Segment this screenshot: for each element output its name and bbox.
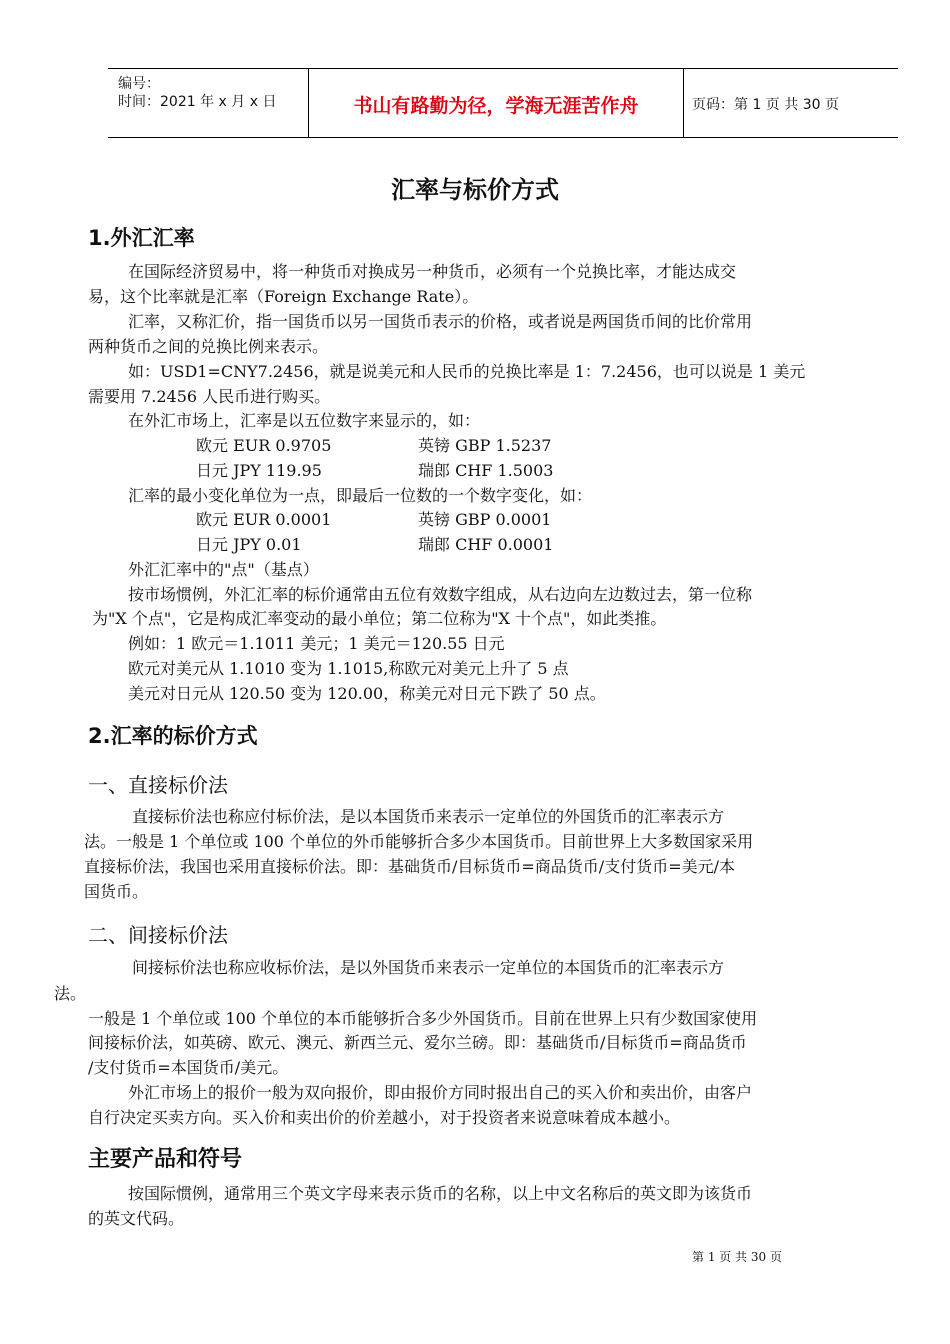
subheading-indirect-quotation: 二、间接标价法 (88, 923, 228, 947)
min-unit-eur: 欧元 EUR 0.0001 (196, 510, 332, 529)
paragraph-line: 间接标价法也称应收标价法，是以外国货币来表示一定单位的本国货币的汇率表示方 (132, 958, 725, 977)
paragraph-line: 间接标价法，如英磅、欧元、澳元、新西兰元、爱尔兰磅。即：基础货币/目标货币=商品货币 (88, 1033, 747, 1052)
subheading-direct-quotation: 一、直接标价法 (88, 773, 228, 797)
rate-chf: 瑞郎 CHF 1.5003 (418, 461, 554, 480)
section-heading-exchange-rate: 1.外汇汇率 (88, 226, 195, 250)
paragraph-line: 需要用 7.2456 人民币进行购买。 (88, 387, 331, 406)
header-meta (108, 69, 308, 137)
paragraph-line: 两种货币之间的兑换比例来表示。 (88, 337, 329, 356)
paragraph-line: 在国际经济贸易中，将一种货币对换成另一种货币，必须有一个兑换比率，才能达成交 (128, 262, 737, 281)
paragraph-line: 在外汇市场上，汇率是以五位数字来显示的，如： (128, 411, 481, 430)
paragraph-line: 为"X 个点"，它是构成汇率变动的最小单位；第二位称为"X 十个点"，如此类推。 (92, 609, 667, 628)
header-page-cell (682, 69, 898, 137)
rate-jpy: 日元 JPY 119.95 (196, 461, 322, 480)
paragraph-line: 直接标价法也称应付标价法，是以本国货币来表示一定单位的外国货币的汇率表示方 (132, 807, 725, 826)
header-motto-cell (308, 69, 684, 137)
min-unit-chf: 瑞郎 CHF 0.0001 (418, 535, 554, 554)
page-header (108, 68, 898, 138)
paragraph-line: 如：USD1=CNY7.2456，就是说美元和人民币的兑换比率是 1：7.2456，也可以说是 1 美元 (128, 362, 806, 381)
paragraph-line: 外汇汇率中的"点"（基点） (128, 560, 319, 579)
section-heading-products: 主要产品和符号 (88, 1147, 243, 1172)
doc-date: 时间：2021 年 x 月 x 日 (118, 94, 277, 110)
rate-gbp: 英镑 GBP 1.5237 (418, 436, 552, 455)
paragraph-line: 外汇市场上的报价一般为双向报价，即由报价方同时报出自己的买入价和卖出价，由客户 (128, 1083, 753, 1102)
paragraph-line: 的英文代码。 (88, 1209, 185, 1228)
paragraph-line: 法。 (54, 984, 87, 1003)
page-info: 页码：第 1 页 共 30 页 (692, 97, 839, 113)
paragraph-line: 直接标价法，我国也采用直接标价法。即：基础货币/目标货币=商品货币/支付货币=美元/本 (84, 857, 735, 876)
paragraph-line: 美元对日元从 120.50 变为 120.00，称美元对日元下跌了 50 点。 (128, 684, 606, 703)
paragraph-line: 欧元对美元从 1.1010 变为 1.1015,称欧元对美元上升了 5 点 (128, 659, 569, 678)
paragraph-line: 国货币。 (84, 882, 149, 901)
doc-number-label: 编号： (118, 76, 160, 92)
page-footer: 第 1 页 共 30 页 (692, 1250, 782, 1264)
rate-eur: 欧元 EUR 0.9705 (196, 436, 332, 455)
min-unit-gbp: 英镑 GBP 0.0001 (418, 510, 552, 529)
paragraph-line: 例如：1 欧元＝1.1011 美元；1 美元＝120.55 日元 (128, 634, 505, 653)
motto: 书山有路勤为径，学海无涯苦作舟 (353, 95, 639, 117)
paragraph-line: 法。一般是 1 个单位或 100 个单位的外币能够折合多少本国货币。目前世界上大多数国家采用 (84, 832, 754, 851)
paragraph-line: 汇率，又称汇价，指一国货币以另一国货币表示的价格，或者说是两国货币间的比价常用 (128, 312, 753, 331)
min-unit-jpy: 日元 JPY 0.01 (196, 535, 302, 554)
paragraph-line: 按市场惯例，外汇汇率的标价通常由五位有效数字组成，从右边向左边数过去，第一位称 (128, 585, 753, 604)
paragraph-line: 一般是 1 个单位或 100 个单位的本币能够折合多少外国货币。目前在世界上只有少数国家使用 (88, 1009, 758, 1028)
document-title: 汇率与标价方式 (391, 176, 559, 204)
section-heading-quotation: 2.汇率的标价方式 (88, 724, 258, 748)
paragraph-line: 自行决定买卖方向。买入价和卖出价的价差越小，对于投资者来说意味着成本越小。 (88, 1108, 681, 1127)
paragraph-line: /支付货币=本国货币/美元。 (88, 1058, 289, 1077)
paragraph-line: 按国际惯例，通常用三个英文字母来表示货币的名称，以上中文名称后的英文即为该货币 (128, 1184, 753, 1203)
paragraph-line: 易，这个比率就是汇率（Foreign Exchange Rate）。 (88, 287, 479, 306)
paragraph-line: 汇率的最小变化单位为一点，即最后一位数的一个数字变化，如： (128, 486, 593, 505)
